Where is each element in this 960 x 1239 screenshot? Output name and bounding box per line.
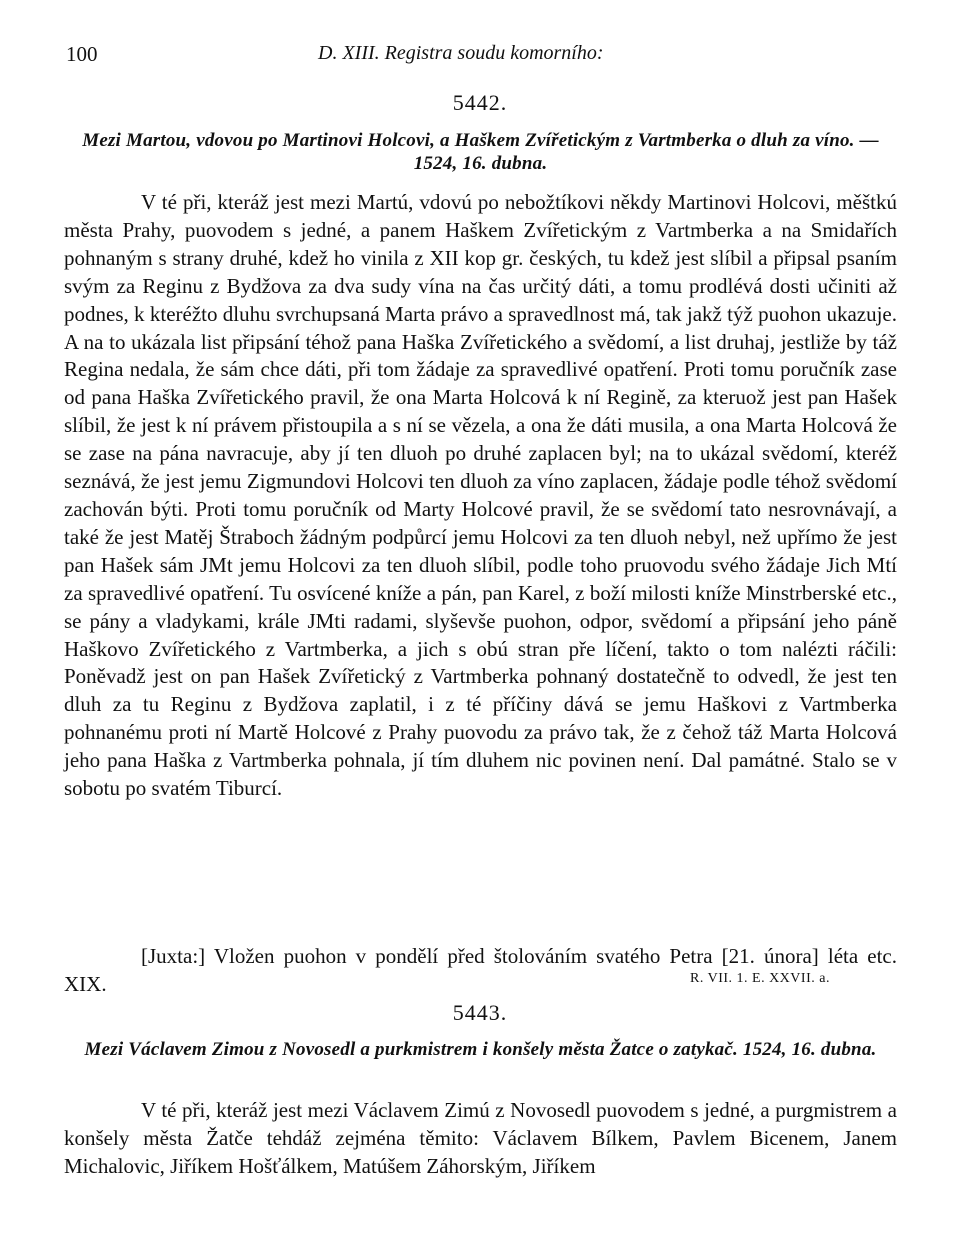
entry-heading: Mezi Václavem Zimou z Novosedl a purkmistrem i konšely města Žatce o zatykač. 1524, 16. dubna. [84, 1039, 877, 1060]
archive-reference: R. VII. 1. E. XXVII. a. [690, 971, 830, 986]
entry-paragraph: V té při, kteráž jest mezi Martú, vdovú po nebožtíkovi někdy Martinovi Holcovi, měštkú města Prahy, puovodem s jedné, a panem Haškem Zvířetickým z Vartmberka a na Smidařích pohnaným s strany druhé, kdež ho vinila z XII kop gr. českých, tu kdež jest slíbil a připsal psaním svým za Reginu z Bydžova za dva sudy vína na čas určitý dáti, a tomu prodlévá dosti učiniti až podnes, k kteréžto dluhu svrchupsaná Marta právo a spravedlnost má, tak jakž týž puohon ukazuje. A na to ukázala list připsání téhož pana Haška Zvířetického a svědomí, a list druhaj, jestliže by táž Regina nedala, že sám chce dáti, při tom žádaje za spravedlivé opatření. Proti tomu poručník zase od pana Haška Zvířetického pravil, že ona Marta Holcová k ní Regině, za kteruož jest pan Hašek slíbil, že jest k ní právem přistoupila a s ní se vězela, a ona že dáti musila, a ona Marta Holcová že se zase na pána navracuje, aby jí ten dluoh po druhé zaplacen byl; na to ukázal svědomí, kteréž seznává, že jest jemu Zigmundovi Holcovi ten dluoh za víno zaplacen, žádaje podle téhož svědomí zachován býti. Proti tomu poručník od Marty Holcové pravil, že se svědomí tato nesrovnávají, a také že jest Matěj Štraboch žádným podpůrcí jemu Holcovi za ten dluoh nebyl, než upřímo že jest pan Hašek sám JMt jemu Holcovi za ten dluoh slíbil, podle toho pruovodu svého žádaje Jich Mtí za spravedlivé opatření. Tu osvícené kníže a pán, pan Karel, z boží milosti kníže Minstrberské etc., se pány a vladykami, krále JMti radami, slyševše puohon, odpor, svědomí a připsání jeho páně Haškovo Zvířetického z Vartmberka, a jich s obú stran pře líčení, takto o tom nalézti ráčili: Poněvadž jest on pan Hašek Zvířetický z Vartmberka pohnaný dostatečně to odvedl, že jest ten dluh za tu Reginu z Bydžova zaplatil, i z té příčiny dává se jemu Haškovi z Vartmberka pohnanému proti ní Martě Holcové z Prahy puovodu za právo tak, že z čehož táž Marta Holcová jeho pana Haška z Vartmberka pohnala, jí tím dluhem nic povinen není. Dal památné. Stalo se v sobotu po svatém Tiburcí. [64, 190, 897, 801]
entry-note: [Juxta:] Vložen puohon v pondělí před štolováním svatého Petra [21. února] léta etc. XIX. [64, 944, 897, 996]
running-title: D. XIII. Registra soudu komorního: [318, 42, 604, 64]
entry-heading: Mezi Martou, vdovou po Martinovi Holcovi, a Haškem Zvířetickým z Vartmberka o dluh za víno. — 1524, 16. dubna. [82, 130, 879, 174]
entry-number: 5442. [452, 90, 508, 115]
entry-paragraph: V té při, kteráž jest mezi Václavem Zimú z Novosedl puovodem s jedné, a purgmistrem a konšely města Žatče tehdáž zejména těmito: Václavem Bílkem, Pavlem Bicenem, Janem Michalovic, Jiříkem Hošťálkem, Matúšem Záhorským, Jiříkem [64, 1098, 897, 1178]
page-number: 100 [66, 42, 98, 66]
entry-number: 5443. [452, 1000, 508, 1025]
